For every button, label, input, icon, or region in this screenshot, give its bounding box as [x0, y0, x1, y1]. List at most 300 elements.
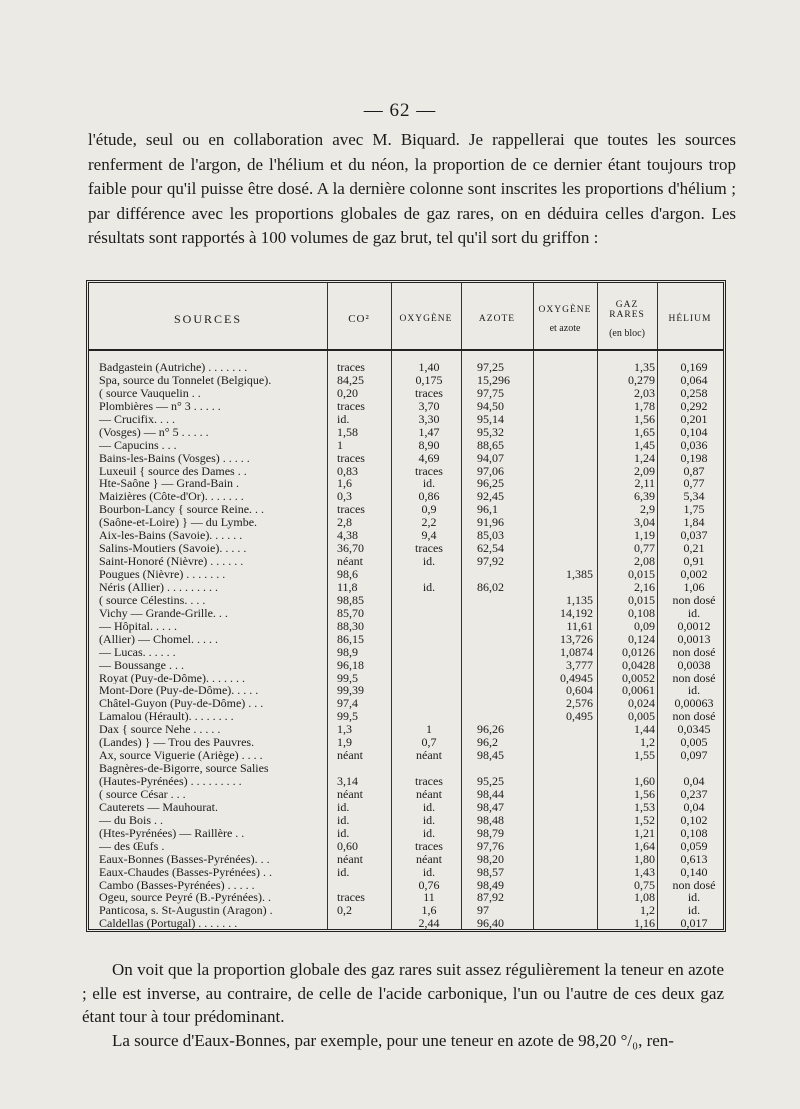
helium-cell: 0,21	[683, 541, 705, 556]
co2-cell: id.	[337, 864, 350, 879]
oxygene-cell: 2,2	[421, 515, 437, 530]
helium-cell: 0,0345	[677, 722, 711, 737]
conclusion-paragraph-1: On voit que la proportion globale des gaz rares suit assez régulièrement la teneur en azote ; elle est inverse, au contraire, de celle de l'acide carbonique, l'un ou l'autre de ces deux gaz étant tour à tour prédominant.	[82, 960, 724, 1026]
azote-cell: 98,49	[477, 877, 504, 892]
co2-cell: 0,3	[337, 489, 352, 504]
source-cell: Maizières (Côte-d'Or). . . . . . .	[99, 490, 244, 504]
azote-cell: 95,32	[477, 424, 504, 439]
co2-cell: 96,18	[337, 657, 364, 672]
helium-cell: 0,104	[680, 424, 708, 439]
azote-cell: 97,76	[477, 838, 504, 853]
helium-cell: 0,258	[680, 385, 708, 400]
azote-cell: 98,44	[477, 786, 504, 801]
co2-cell: 0,83	[337, 463, 358, 478]
source-cell: ( source Célestins. . . .	[99, 593, 206, 607]
table-row	[89, 490, 723, 503]
gaz-rares-cell: 1,24	[634, 450, 655, 465]
table-row	[89, 400, 723, 413]
azote-cell: 96,1	[477, 502, 498, 517]
helium-cell: id.	[687, 683, 701, 698]
source-cell: Cambo (Basses-Pyrénées) . . . . .	[99, 878, 255, 892]
conclusion-paragraph-2: La source d'Eaux-Bonnes, par exemple, pour une teneur en azote de 98,20 °/₀, ren-	[112, 1030, 674, 1050]
azote-cell: 62,54	[477, 541, 504, 556]
table-row	[89, 853, 723, 866]
table-row	[89, 840, 723, 853]
source-cell: Spa, source du Tonnelet (Belgique).	[99, 373, 272, 387]
helium-cell: 0,169	[680, 360, 708, 374]
co2-cell: 88,30	[337, 618, 364, 633]
source-cell: Lamalou (Hérault). . . . . . . .	[99, 710, 234, 724]
azote-cell: 94,50	[477, 398, 504, 413]
oxygene-cell: 1	[426, 722, 432, 737]
header-divider	[89, 349, 723, 351]
azote-cell: 91,96	[477, 515, 504, 530]
oxygene-cell: 2,44	[418, 916, 440, 931]
gaz-rares-cell: 0,005	[628, 709, 655, 724]
gaz-rares-cell: 1,08	[634, 890, 655, 905]
azote-cell: 94,07	[477, 450, 504, 465]
gaz-rares-cell: 0,015	[628, 567, 655, 581]
helium-cell: 1,84	[683, 515, 705, 530]
co2-cell: 85,70	[337, 605, 364, 620]
table-row	[89, 814, 723, 827]
azote-cell: 97,06	[477, 463, 504, 478]
header-oxygene-azote	[533, 293, 597, 345]
co2-cell: 98,6	[337, 567, 358, 581]
gaz-rares-cell: 0,75	[634, 877, 655, 892]
azote-cell: 98,79	[477, 825, 504, 840]
source-cell: Badgastein (Autriche) . . . . . . .	[99, 361, 248, 374]
azote-cell: 85,03	[477, 528, 504, 543]
azote-cell: 96,40	[477, 916, 504, 931]
source-cell: — du Bois . .	[99, 813, 164, 827]
co2-cell: 0,2	[337, 903, 352, 918]
source-cell: Mont-Dore (Puy-de-Dôme). . . . .	[99, 684, 259, 698]
co2-cell: 2,8	[337, 515, 352, 530]
helium-cell: 0,102	[680, 812, 708, 827]
co2-cell: traces	[337, 360, 365, 374]
gaz-rares-cell: 1,45	[634, 437, 655, 452]
gaz-rares-cell: 1,65	[634, 424, 655, 439]
helium-cell: 0,00063	[674, 696, 714, 711]
helium-cell: 0,237	[680, 786, 708, 801]
source-cell: Pougues (Nièvre) . . . . . . .	[99, 568, 226, 581]
oxygene-azote-cell: 0,604	[566, 683, 593, 698]
gaz-rares-cell: 1,55	[634, 748, 655, 763]
oxygene-cell: 1,6	[421, 903, 437, 918]
co2-cell: 99,5	[337, 670, 358, 685]
oxygene-azote-cell: 11,61	[566, 618, 593, 633]
helium-cell: id.	[687, 903, 701, 918]
oxygene-cell: id.	[422, 825, 436, 840]
oxygene-cell: traces	[415, 774, 443, 788]
source-cell: Dax { source Nehe . . . . .	[99, 723, 221, 737]
gaz-rares-cell: 0,279	[628, 372, 655, 387]
oxygene-cell: 1,40	[418, 360, 440, 374]
helium-cell: non dosé	[672, 709, 716, 724]
oxygene-cell: 0,7	[421, 735, 437, 750]
helium-cell: 0,059	[680, 838, 708, 853]
co2-cell: 3,14	[337, 774, 358, 788]
gaz-rares-cell: 3,04	[634, 515, 655, 530]
source-cell: (Hautes-Pyrénées) . . . . . . . . .	[99, 775, 242, 788]
table-row	[89, 775, 723, 788]
co2-cell: traces	[337, 398, 365, 413]
gas-analysis-table	[86, 280, 726, 932]
helium-cell: 0,87	[683, 463, 705, 478]
source-cell: (Htes-Pyrénées) — Raillère . .	[99, 826, 245, 840]
table-row	[89, 477, 723, 490]
table-row	[89, 503, 723, 516]
oxygene-cell: 9,4	[421, 528, 437, 543]
source-cell: Caldellas (Portugal) . . . . . . .	[99, 917, 238, 931]
azote-cell: 96,26	[477, 722, 504, 737]
oxygene-cell: id.	[422, 799, 436, 814]
oxygene-cell: id.	[422, 554, 436, 569]
oxygene-cell: 11	[423, 890, 435, 905]
azote-cell: 98,57	[477, 864, 504, 879]
gaz-rares-cell: 0,77	[634, 541, 655, 556]
gaz-rares-cell: 2,09	[634, 463, 655, 478]
helium-cell: 5,34	[683, 489, 705, 504]
source-cell: Royat (Puy-de-Dôme). . . . . . .	[99, 671, 245, 685]
co2-cell: 84,25	[337, 372, 364, 387]
table-row	[89, 633, 723, 646]
oxygene-cell: 3,30	[418, 411, 440, 426]
oxygene-cell: id.	[422, 476, 436, 491]
helium-cell: 0,0012	[677, 618, 711, 633]
gaz-rares-cell: 0,108	[628, 605, 655, 620]
azote-cell: 86,02	[477, 579, 504, 594]
source-cell: Plombières — n° 3 . . . . .	[99, 399, 221, 413]
helium-cell: 0,292	[680, 398, 708, 413]
table-row	[89, 891, 723, 904]
oxygene-cell: néant	[416, 786, 442, 801]
table-row	[89, 361, 723, 374]
header-helium: HÉLIUM	[668, 314, 712, 324]
azote-cell: 15,296	[477, 372, 510, 387]
helium-cell: 0,91	[683, 554, 705, 569]
source-cell: ( source Vauquelin . .	[99, 386, 201, 400]
azote-cell: 88,65	[477, 437, 504, 452]
conclusion-text	[82, 958, 724, 1052]
co2-cell: 1,6	[337, 476, 352, 491]
oxygene-cell: id.	[422, 579, 436, 594]
co2-cell: 4,38	[337, 528, 358, 543]
oxygene-cell: traces	[415, 838, 443, 853]
table-row	[89, 581, 723, 594]
helium-cell: non dosé	[672, 592, 716, 607]
table-row	[89, 866, 723, 879]
oxygene-cell: traces	[415, 463, 443, 478]
table-row	[89, 452, 723, 465]
oxygene-azote-cell: 2,576	[566, 696, 593, 711]
table-row	[89, 749, 723, 762]
oxygene-cell: 0,9	[421, 502, 437, 517]
gaz-rares-cell: 2,11	[634, 476, 655, 491]
co2-cell: 98,85	[337, 592, 364, 607]
azote-cell: 95,25	[477, 774, 504, 788]
gaz-rares-cell: 0,0126	[622, 644, 655, 659]
source-cell: Ax, source Viguerie (Ariège) . . . .	[99, 749, 263, 763]
gaz-rares-cell: 0,0052	[622, 670, 655, 685]
helium-cell: 0,04	[683, 799, 705, 814]
co2-cell: 1,3	[337, 722, 352, 737]
table-row	[89, 646, 723, 659]
gaz-rares-cell: 1,2	[640, 735, 655, 750]
co2-cell: 0,20	[337, 385, 358, 400]
gaz-rares-cell: 1,78	[634, 398, 655, 413]
co2-cell: id.	[337, 411, 350, 426]
co2-cell: 97,4	[337, 696, 358, 711]
gaz-rares-cell: 1,80	[634, 851, 655, 866]
gaz-rares-cell: 1,35	[634, 360, 655, 374]
gaz-rares-cell: 1,56	[634, 411, 655, 426]
gaz-rares-cell: 1,64	[634, 838, 655, 853]
co2-cell: néant	[337, 748, 363, 763]
source-cell: Bourbon-Lancy { source Reine. . .	[99, 503, 265, 517]
source-cell: Saint-Honoré (Nièvre) . . . . . .	[99, 555, 244, 569]
source-cell: — Lucas. . . . . .	[99, 645, 176, 659]
oxygene-cell: id.	[422, 812, 436, 827]
helium-cell: non dosé	[672, 670, 716, 685]
gaz-rares-cell: 0,0061	[622, 683, 655, 698]
header-azote: AZOTE	[478, 314, 516, 324]
co2-cell: néant	[337, 786, 363, 801]
oxygene-azote-cell: 1,0874	[560, 644, 593, 659]
table-row	[89, 801, 723, 814]
co2-cell: 11,8	[337, 579, 358, 594]
co2-cell: 99,5	[337, 709, 358, 724]
helium-cell: 0,201	[680, 411, 708, 426]
gaz-rares-cell: 0,09	[634, 618, 655, 633]
helium-cell: non dosé	[672, 877, 716, 892]
table-row	[89, 529, 723, 542]
table-row	[89, 827, 723, 840]
page-number: — 62 —	[363, 100, 437, 121]
co2-cell: 1,9	[337, 735, 352, 750]
header-gaz-rares	[597, 293, 657, 345]
table-row	[89, 607, 723, 620]
gaz-rares-cell: 0,024	[628, 696, 655, 711]
co2-cell: 86,15	[337, 631, 364, 646]
co2-cell: traces	[337, 890, 365, 905]
helium-cell: 0,04	[683, 774, 705, 788]
oxygene-azote-cell: 1,135	[566, 592, 593, 607]
co2-cell: 36,70	[337, 541, 364, 556]
azote-cell: 98,20	[477, 851, 504, 866]
co2-cell: id.	[337, 799, 350, 814]
oxygene-cell: 0,86	[418, 489, 440, 504]
gaz-rares-cell: 6,39	[634, 489, 655, 504]
gaz-rares-cell: 1,43	[634, 864, 655, 879]
gaz-rares-cell: 1,19	[634, 528, 655, 543]
table-row	[89, 413, 723, 426]
source-cell: — Hôpital. . . . .	[99, 619, 177, 633]
gaz-rares-cell: 0,124	[628, 631, 655, 646]
gaz-rares-cell: 0,0428	[622, 657, 655, 672]
oxygene-cell: néant	[416, 748, 442, 763]
oxygene-cell: 0,76	[418, 877, 440, 892]
header-co2: CO²	[348, 313, 370, 325]
table-row	[89, 374, 723, 387]
gaz-rares-cell: 1,16	[634, 916, 655, 931]
source-cell: Bains-les-Bains (Vosges) . . . . .	[99, 451, 250, 465]
azote-cell: 92,45	[477, 489, 504, 504]
helium-cell: id.	[687, 605, 701, 620]
source-cell: (Allier) — Chomel. . . . .	[99, 632, 218, 646]
helium-cell: 0,140	[680, 864, 708, 879]
source-cell: Néris (Allier) . . . . . . . . .	[99, 580, 218, 594]
source-cell: Ogeu, source Peyré (B.-Pyrénées). .	[99, 891, 271, 905]
table-row	[89, 788, 723, 801]
oxygene-cell: 1,47	[418, 424, 440, 439]
helium-cell: non dosé	[672, 644, 716, 659]
helium-cell: 0,002	[680, 567, 708, 581]
azote-cell: 96,2	[477, 735, 498, 750]
helium-cell: 0,198	[680, 450, 708, 465]
azote-cell: 95,14	[477, 411, 504, 426]
source-cell: Bagnères-de-Bigorre, source Salies	[99, 762, 269, 776]
table-row	[89, 594, 723, 607]
co2-cell: id.	[337, 825, 350, 840]
source-cell: ( source César . . .	[99, 787, 186, 801]
source-cell: Cauterets — Mauhourat.	[99, 800, 218, 814]
gaz-rares-cell: 1,56	[634, 786, 655, 801]
azote-cell: 97,25	[477, 360, 504, 374]
gaz-rares-cell: 2,16	[634, 579, 655, 594]
helium-cell: 0,005	[680, 735, 708, 750]
oxygene-azote-cell: 1,385	[566, 567, 593, 581]
helium-cell: 0,037	[680, 528, 708, 543]
helium-cell: id.	[687, 890, 701, 905]
table-row	[89, 387, 723, 400]
table-row	[89, 879, 723, 892]
oxygene-cell: 3,70	[418, 398, 440, 413]
azote-cell: 97,75	[477, 385, 504, 400]
gaz-rares-cell: 1,44	[634, 722, 655, 737]
azote-cell: 96,25	[477, 476, 504, 491]
table-row	[89, 426, 723, 439]
source-cell: — des Œufs .	[99, 839, 165, 853]
gaz-rares-cell: 1,60	[634, 774, 655, 788]
oxygene-azote-cell: 3,777	[566, 657, 593, 672]
source-cell: (Vosges) — n° 5 . . . . .	[99, 425, 209, 439]
azote-cell: 98,48	[477, 812, 504, 827]
azote-cell: 98,45	[477, 748, 504, 763]
source-cell: Panticosa, s. St-Augustin (Aragon) .	[99, 904, 273, 918]
helium-cell: 0,108	[680, 825, 708, 840]
oxygene-cell: 0,175	[415, 372, 443, 387]
oxygene-cell: traces	[415, 541, 443, 556]
co2-cell: 1	[337, 437, 343, 452]
table-row	[89, 762, 723, 775]
source-cell: — Boussange . . .	[99, 658, 184, 672]
header-gaz-rares-bottom: (en bloc)	[609, 327, 645, 339]
oxygene-cell: 8,90	[418, 437, 440, 452]
header-sources: SOURCES	[173, 311, 243, 326]
oxygene-azote-cell: 13,726	[560, 631, 593, 646]
header-gaz-rares-top: GAZ RARES	[609, 299, 645, 320]
source-cell: Aix-les-Bains (Savoie). . . . . .	[99, 529, 243, 543]
oxygene-azote-cell: 14,192	[560, 605, 593, 620]
oxygene-cell: traces	[415, 385, 443, 400]
header-oxygene-azote-top: OXYGÈNE	[538, 304, 592, 315]
gaz-rares-cell: 1,53	[634, 799, 655, 814]
gaz-rares-cell: 2,03	[634, 385, 655, 400]
table-row	[89, 568, 723, 581]
table-row	[89, 917, 723, 930]
co2-cell: traces	[337, 450, 365, 465]
table-row	[89, 736, 723, 749]
table-row	[89, 465, 723, 478]
co2-cell: néant	[337, 851, 363, 866]
source-cell: Eaux-Bonnes (Basses-Pyrénées). . .	[99, 852, 270, 866]
intro-paragraph: l'étude, seul ou en collaboration avec M. Biquard. Je rappellerai que toutes les sources renferment de l'argon, de l'hélium et du néon, la proportion de ce dernier étant toujours trop faible pour qu'il puisse être dosé. A la dernière colonne sont inscrites les proportions d'hélium ; par différence avec les proportions globales de gaz rares, on en déduira celles d'argon. Les résultats sont rapportés à 100 volumes de gaz brut, tel qu'il sort du griffon :	[88, 130, 736, 247]
co2-cell: traces	[337, 502, 365, 517]
oxygene-cell: id.	[422, 864, 436, 879]
azote-cell: 97	[477, 903, 489, 918]
source-cell: Hte-Saône } — Grand-Bain .	[99, 477, 240, 491]
helium-cell: 0,0013	[677, 631, 711, 646]
source-cell: Vichy — Grande-Grille. . .	[99, 606, 228, 620]
source-cell: Eaux-Chaudes (Basses-Pyrénées) . .	[99, 865, 272, 879]
co2-cell: 99,39	[337, 683, 364, 698]
co2-cell: 98,9	[337, 644, 358, 659]
table-row	[89, 659, 723, 672]
oxygene-azote-cell: 0,4945	[560, 670, 593, 685]
azote-cell: 97,92	[477, 554, 504, 569]
helium-cell: 0,064	[680, 372, 708, 387]
azote-cell: 98,47	[477, 799, 504, 814]
table-row	[89, 516, 723, 529]
table-row	[89, 542, 723, 555]
source-cell: (Saône-et-Loire) } — du Lymbe.	[99, 516, 258, 530]
co2-cell: id.	[337, 812, 350, 827]
gaz-rares-cell: 1,2	[640, 903, 655, 918]
co2-cell: 1,58	[337, 424, 358, 439]
helium-cell: 0,0038	[677, 657, 711, 672]
source-cell: Châtel-Guyon (Puy-de-Dôme) . . .	[99, 697, 264, 711]
table-row	[89, 439, 723, 452]
table-body	[89, 361, 723, 930]
source-cell: Salins-Moutiers (Savoie). . . . .	[99, 542, 247, 556]
helium-cell: 1,06	[683, 579, 705, 594]
source-cell: — Capucins . . .	[99, 438, 177, 452]
gaz-rares-cell: 1,52	[634, 812, 655, 827]
table-row	[89, 723, 723, 736]
oxygene-azote-cell: 0,495	[566, 709, 593, 724]
header-oxygene-azote-bottom: et azote	[549, 322, 581, 334]
table-row	[89, 620, 723, 633]
helium-cell: 0,036	[680, 437, 708, 452]
helium-cell: 0,097	[680, 748, 708, 763]
helium-cell: 1,75	[683, 502, 705, 517]
helium-cell: 0,77	[683, 476, 705, 491]
oxygene-cell: néant	[416, 851, 442, 866]
gaz-rares-cell: 2,08	[634, 554, 655, 569]
gaz-rares-cell: 0,015	[628, 592, 655, 607]
helium-cell: 0,613	[680, 851, 708, 866]
gaz-rares-cell: 2,9	[640, 502, 655, 517]
source-cell: Luxeuil { source des Dames . .	[99, 464, 247, 478]
header-oxygene: OXYGÈNE	[399, 314, 453, 324]
co2-cell: néant	[337, 554, 363, 569]
helium-cell: 0,017	[680, 916, 708, 931]
oxygene-cell: 4,69	[418, 450, 440, 465]
co2-cell: 0,60	[337, 838, 358, 853]
table-row	[89, 904, 723, 917]
